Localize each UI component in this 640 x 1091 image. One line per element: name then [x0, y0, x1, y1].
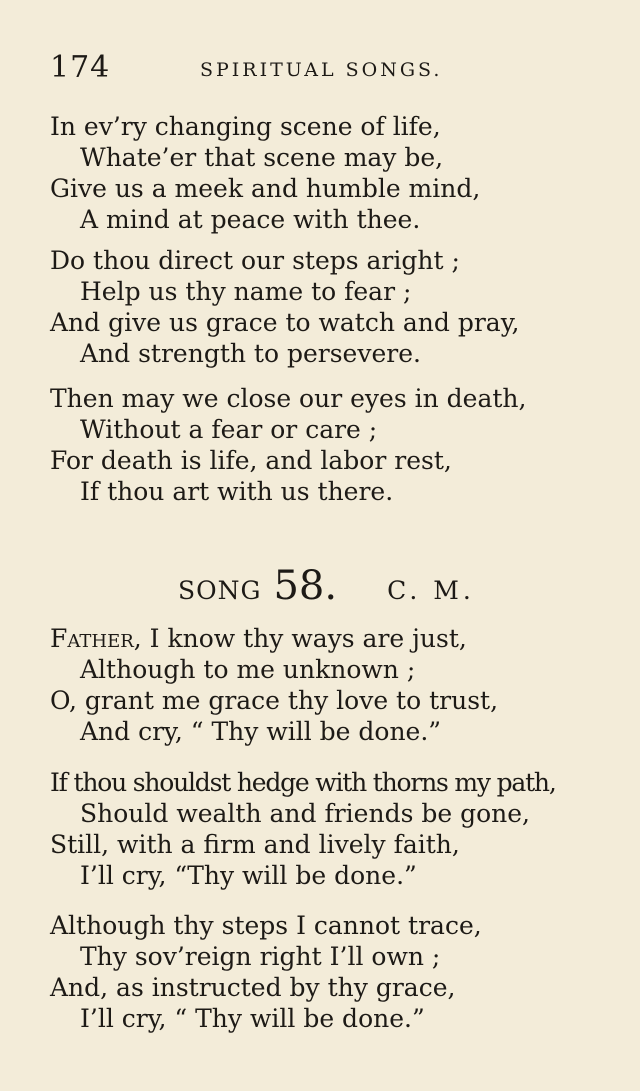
stanza-6	[50, 910, 610, 1034]
song-meter: C. M.	[387, 576, 475, 605]
verse-line	[50, 623, 610, 654]
stanza-1	[50, 111, 610, 235]
verse-line: And, as instructed by thy grace,	[50, 973, 456, 1002]
verse-line: In ev’ry changing scene of life,	[50, 112, 441, 141]
verse-line: And strength to persevere.	[80, 339, 421, 368]
verse-line-rest: I know thy ways are just,	[141, 624, 467, 653]
verse-line: I’ll cry, “ Thy will be done.”	[80, 1004, 425, 1033]
verse-line: Whate’er that scene may be,	[80, 143, 444, 172]
page-header	[50, 50, 590, 90]
verse-line: Although thy steps I cannot trace,	[50, 911, 482, 940]
page-number: 174	[50, 50, 111, 85]
stanza-5	[50, 767, 610, 891]
verse-line: A mind at peace with thee.	[80, 205, 421, 234]
verse-line: Thy sov’reign right I’ll own ;	[80, 942, 441, 971]
running-head: SPIRITUAL SONGS.	[200, 59, 443, 81]
stanza-4	[50, 623, 610, 747]
first-word: Father,	[50, 624, 142, 653]
verse-line: Give us a meek and humble mind,	[50, 174, 481, 203]
verse-line: Then may we close our eyes in death,	[50, 384, 527, 413]
verse-line: Still, with a firm and lively faith,	[50, 830, 460, 859]
verse-line: Do thou direct our steps aright ;	[50, 246, 460, 275]
verse-line: And cry, “ Thy will be done.”	[80, 717, 442, 746]
verse-line: If thou shouldst hedge with thorns my path,	[50, 768, 556, 797]
verse-line: Should wealth and friends be gone,	[80, 799, 530, 828]
verse-line: Although to me unknown ;	[80, 655, 416, 684]
song-label: SONG	[178, 576, 262, 605]
verse-line: If thou art with us there.	[80, 477, 394, 506]
song-heading	[178, 563, 578, 613]
stanza-3	[50, 383, 610, 507]
verse-line: And give us grace to watch and pray,	[50, 308, 520, 337]
verse-line: Help us thy name to fear ;	[80, 277, 412, 306]
stanza-2	[50, 245, 610, 369]
verse-line: For death is life, and labor rest,	[50, 446, 452, 475]
verse-line: I’ll cry, “Thy will be done.”	[80, 861, 417, 890]
verse-line: O, grant me grace thy love to trust,	[50, 686, 499, 715]
verse-line: Without a fear or care ;	[80, 415, 378, 444]
song-number: 58.	[273, 563, 338, 609]
